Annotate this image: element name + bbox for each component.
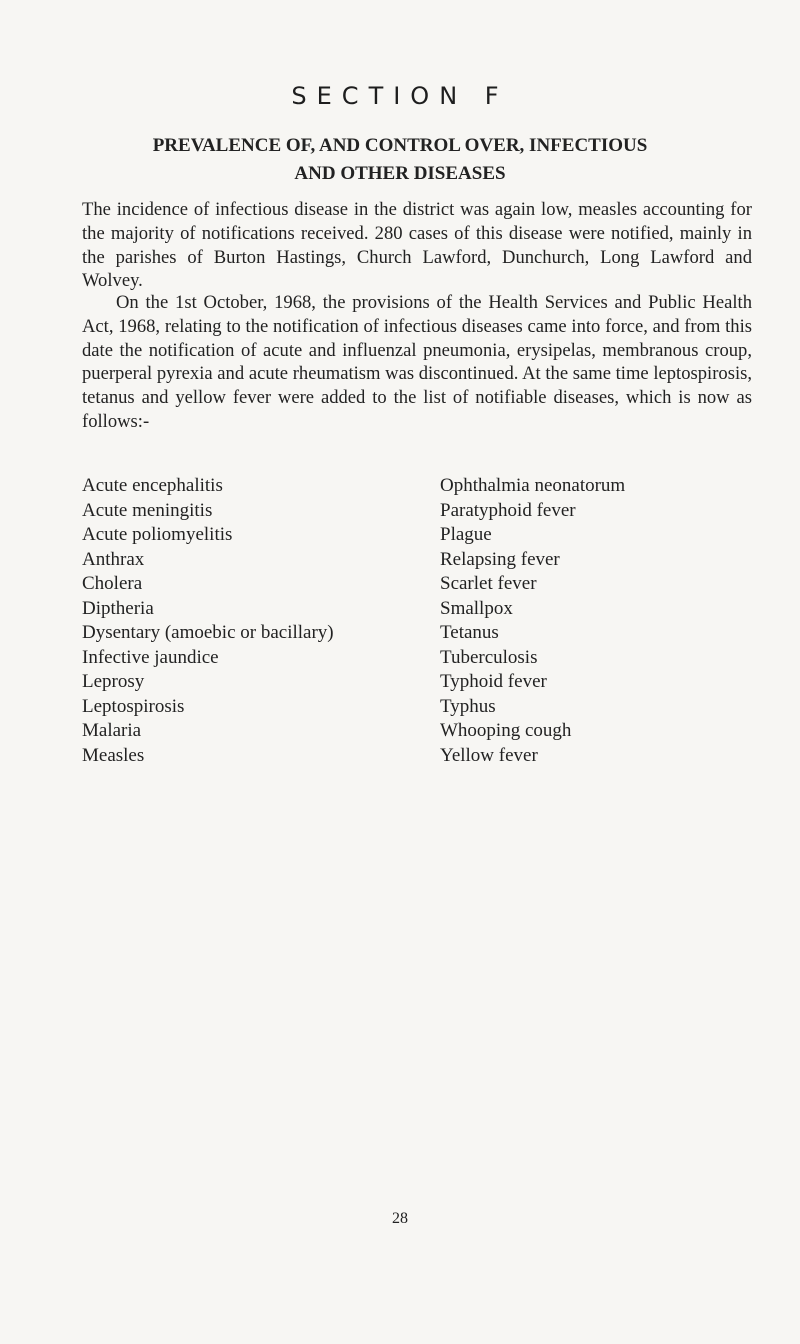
- list-item: Typhus: [440, 695, 496, 717]
- section-label: SECTION F: [291, 82, 509, 110]
- notifiable-diseases-list-right: [440, 474, 760, 768]
- list-item: Tetanus: [440, 622, 499, 643]
- paragraph-notification-changes: On the 1st October, 1968, the provisions of the Health Services and Public Health Act, 1968, relating to the notification of infectious diseases came into force, and from this date the notification of acute and influenzal pneumonia, erysipelas, membranous croup, puerperal pyrexia and acute rheumatism was discontinued. At the same time leptospirosis, tetanus and yellow fever were added to the list of notifiable diseases, which is now as follows:-: [82, 292, 752, 432]
- list-item: Leptospirosis: [82, 695, 185, 717]
- list-item: Cholera: [82, 573, 143, 594]
- list-item: Anthrax: [82, 548, 145, 570]
- paragraph-incidence: The incidence of infectious disease in the district was again low, measles accounting for the majority of notifications received. 280 cases of this disease were notified, mainly in the parishes of Burton Hastings, Church Lawford, Dunchurch, Long Lawford and Wolvey.: [82, 199, 752, 292]
- page-title: [60, 132, 740, 188]
- list-item: Acute encephalitis: [82, 475, 223, 496]
- notifiable-diseases-list-left: [82, 474, 412, 768]
- list-item: Typhoid fever: [440, 671, 547, 692]
- page-number: 28: [392, 1210, 408, 1227]
- title-line-2: AND OTHER DISEASES: [294, 163, 506, 184]
- list-item: Paratyphoid fever: [440, 499, 576, 521]
- list-item: Acute meningitis: [82, 499, 213, 521]
- list-item: Plague: [440, 524, 492, 545]
- list-item: Scarlet fever: [440, 573, 537, 594]
- title-line-1: PREVALENCE OF, AND CONTROL OVER, INFECTIOUS: [152, 135, 648, 156]
- list-item: Diptheria: [82, 597, 154, 619]
- list-item: Leprosy: [82, 671, 145, 692]
- list-item: Ophthalmia neonatorum: [440, 475, 626, 496]
- list-item: Tuberculosis: [440, 646, 538, 668]
- list-item: Dysentary (amoebic or bacillary): [82, 622, 334, 643]
- list-item: Relapsing fever: [440, 548, 560, 570]
- list-item: Yellow fever: [440, 744, 538, 766]
- list-item: Measles: [82, 744, 145, 766]
- list-item: Smallpox: [440, 597, 513, 619]
- list-item: Acute poliomyelitis: [82, 524, 233, 545]
- list-item: Infective jaundice: [82, 646, 219, 668]
- list-item: Malaria: [82, 720, 142, 741]
- list-item: Whooping cough: [440, 720, 572, 741]
